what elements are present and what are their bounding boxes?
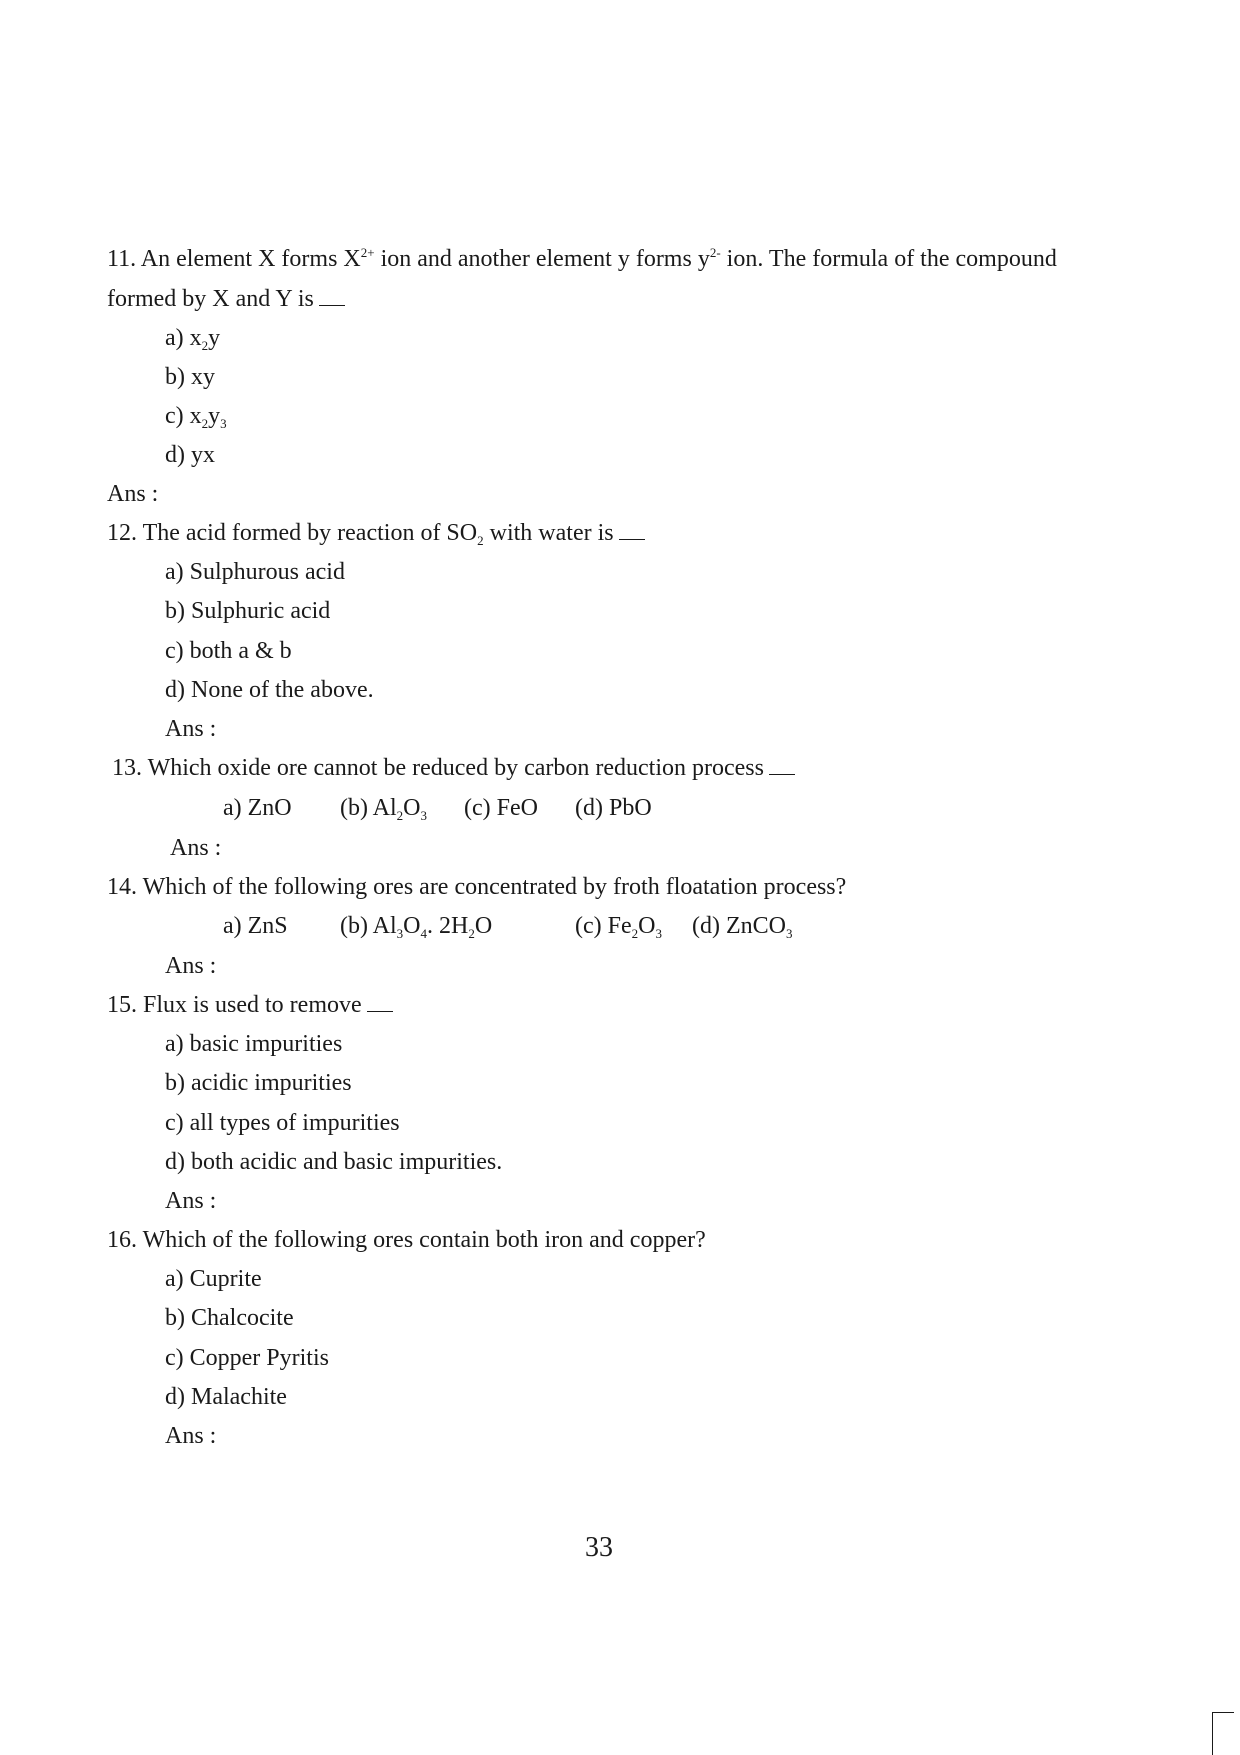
question-12-option-d: d) None of the above. — [165, 677, 374, 703]
question-14-option-b: (b) $Al_3O_4$. $2H_2O$ — [340, 913, 493, 941]
answer-blank — [319, 291, 345, 306]
question-11-option-c: c) $x_2y_3$ — [165, 403, 227, 431]
crop-mark — [1212, 1712, 1234, 1713]
question-11-option-a: a) $x_2y$ — [165, 325, 221, 353]
question-12-answer-label: Ans : — [165, 716, 217, 742]
question-14-stem: 14. Which of the following ores are concentrated by froth floatation process? — [107, 874, 847, 900]
question-15-option-d: d) both acidic and basic impurities. — [165, 1149, 503, 1175]
question-15-option-b: b) acidic impurities — [165, 1070, 352, 1096]
question-14-option-c: (c) $Fe_2O_3$ — [575, 913, 662, 941]
question-14-option-a: a) ZnS — [223, 913, 288, 939]
question-16-option-a: a) Cuprite — [165, 1266, 262, 1292]
question-16-option-d: d) Malachite — [165, 1384, 287, 1410]
question-13-option-a: a) ZnO — [223, 795, 292, 821]
question-11-option-b: b) xy — [165, 364, 215, 390]
question-14-option-d: (d) ZnCO$_3$ — [692, 913, 793, 941]
question-16-answer-label: Ans : — [165, 1423, 217, 1449]
question-14-answer-label: Ans : — [165, 953, 217, 979]
answer-blank — [367, 997, 393, 1012]
question-15-option-c: c) all types of impurities — [165, 1110, 400, 1136]
question-13-option-c: (c) FeO — [464, 795, 538, 821]
question-12-option-a: a) Sulphurous acid — [165, 559, 345, 585]
answer-blank — [619, 525, 645, 540]
question-12-option-b: b) Sulphuric acid — [165, 598, 331, 624]
question-15-option-a: a) basic impurities — [165, 1031, 343, 1057]
question-15-answer-label: Ans : — [165, 1188, 217, 1214]
question-13-answer-label: Ans : — [170, 835, 222, 861]
crop-mark-vertical — [1212, 1712, 1213, 1755]
question-16-stem: 16. Which of the following ores contain both iron and copper? — [107, 1227, 706, 1253]
page-number: 33 — [585, 1532, 613, 1563]
question-12-option-c: c) both a & b — [165, 638, 292, 664]
question-11-stem-line2: formed by X and Y is — [107, 284, 345, 314]
answer-blank — [769, 760, 795, 775]
question-11-stem: 11. An element X forms $X^{2+}$ ion and another element y forms $y^{2-}$ ion. The formula of the compound — [107, 245, 1057, 272]
question-15-stem: 15. Flux is used to remove — [107, 990, 393, 1020]
question-13-option-b: (b) $Al_2O_3$ — [340, 795, 428, 823]
question-13-option-d: (d) PbO — [575, 795, 652, 821]
question-16-option-b: b) Chalcocite — [165, 1305, 294, 1331]
question-12-stem: 12. The acid formed by reaction of $SO_2$ with water is — [107, 518, 645, 548]
question-11-option-d: d) yx — [165, 442, 215, 468]
question-11-answer-label: Ans : — [107, 481, 159, 507]
question-13-stem: 13. Which oxide ore cannot be reduced by carbon reduction process — [112, 753, 795, 783]
question-16-option-c: c) Copper Pyritis — [165, 1345, 329, 1371]
